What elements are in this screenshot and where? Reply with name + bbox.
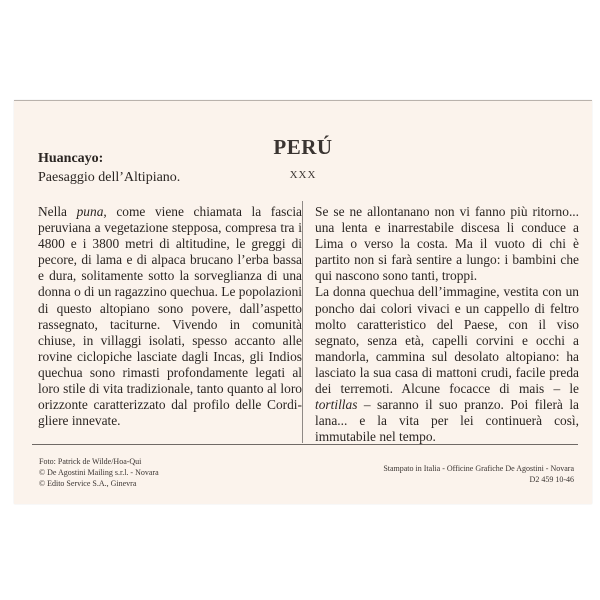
credit-line: © Edito Service S.A., Ginevra bbox=[39, 479, 137, 488]
right-column-text bbox=[315, 204, 579, 445]
text-run: La donna quechua dell’immagine, vestita con un poncho dai colori vivaci e un cappello di feltro molto caratteristico del Paese, con il viso segnato, senza età, capelli corvini e occhi a mandorla, cammina sul desolato altopiano: ha lasciato la sua casa di mattoni crudi, facile preda dei terremoti. Alcune focacce di mais – le bbox=[315, 284, 579, 397]
right-paragraph-2 bbox=[315, 284, 579, 445]
place-heading: Huancayo: bbox=[38, 151, 104, 166]
right-paragraph-1: Se se ne allontanano non vi fanno più ritorno... una lenta e inarrestabile discesa li conduce a Lima o verso la costa. Ma il vuoto di chi è partito non si farà sentire a lungo: i bambini che qui nascono sono tanti, troppi. bbox=[315, 204, 579, 284]
photo-credits bbox=[39, 456, 159, 489]
product-code: D2 459 10-46 bbox=[529, 475, 574, 484]
column-divider bbox=[302, 201, 303, 443]
text-run: Nella bbox=[38, 204, 77, 219]
italic-term: tortillas bbox=[315, 397, 358, 413]
postcard-back bbox=[14, 100, 592, 504]
series-mark: XXX bbox=[289, 169, 317, 181]
left-paragraph bbox=[38, 204, 302, 429]
italic-term: puna bbox=[76, 204, 104, 219]
printer-line: Stampato in Italia - Officine Grafiche De Agostini - Novara bbox=[383, 464, 574, 473]
country-title: PERÚ bbox=[273, 135, 333, 159]
credit-line: © De Agostini Mailing s.r.l. - Novara bbox=[39, 468, 159, 477]
printer-info bbox=[383, 463, 574, 485]
left-column-text bbox=[38, 204, 302, 429]
text-run: – saranno il suo pranzo. Poi filerà la lana... e la vita per lei continuerà così, immutabile nel tempo. bbox=[315, 397, 579, 445]
credit-line: Foto: Patrick de Wilde/Hoa-Qui bbox=[39, 457, 142, 466]
image-caption: Paesaggio dell’Altipiano. bbox=[38, 170, 181, 185]
horizontal-rule bbox=[32, 444, 578, 445]
text-run: , come viene chiamata la fascia peruviana a vegetazione stepposa, compresa tra i 4800 e i 3800 metri di altitudine, le greggi di pecore, di lama e di alpaca brucano l’erba bassa e dura, solitamente sotto la sorveglianza di una donna o di un ragazzino quechua. Le popolazioni di questo altopiano sono povere, dall’aspetto rassegnato, taciturne. Vivendo in comunità chiuse, in villaggi isolati, spesso accanto alle rovine ciclopiche lasciate dagli Incas, gli Indios quechua sono rimasti profondamente legati al loro stile di vita tradizionale, tanto quanto al loro orizzonte caratterizzato dal profilo delle Cordigliere innevate. bbox=[38, 204, 303, 429]
